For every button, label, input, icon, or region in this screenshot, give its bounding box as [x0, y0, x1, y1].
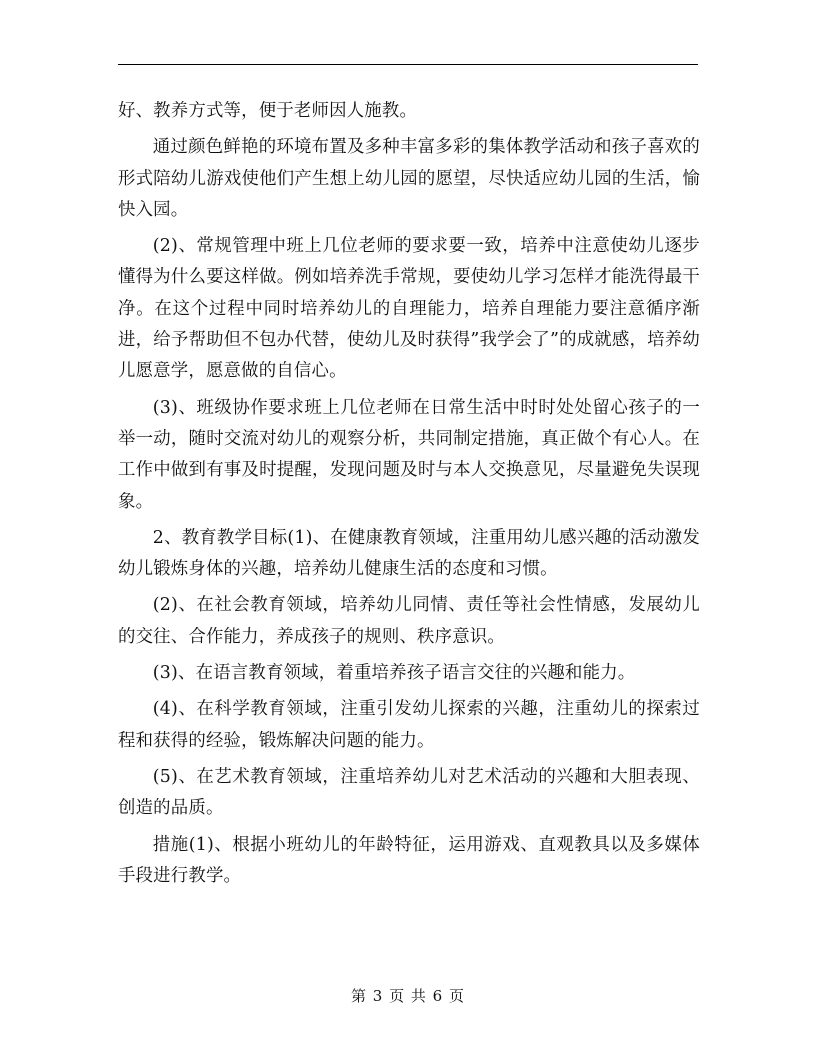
paragraph-1: 好、教养方式等，便于老师因人施教。 — [118, 101, 418, 121]
footer-total-pages: 6 — [432, 987, 444, 1005]
paragraph-4: (3)、班级协作要求班上几位老师在日常生活中时时处处留心孩子的一举一动，随时交流对幼儿的观察分析，共同制定措施，真正做个有心人。在工作中做到有事及时提醒，发现问题及时与本人交换意见，尽量避免失误现象。 — [118, 397, 700, 512]
paragraph-8: (4)、在科学教育领域，注重引发幼儿探索的兴趣，注重幼儿的探索过程和获得的经验，锻炼解决问题的能力。 — [118, 699, 700, 751]
header-rule — [118, 64, 698, 65]
paragraph-9: (5)、在艺术教育领域，注重培养幼儿对艺术活动的兴趣和大胆表现、创造的品质。 — [118, 766, 700, 819]
paragraph-2: 通过颜色鲜艳的环境布置及多种丰富多彩的集体教学活动和孩子喜欢的形式陪幼儿游戏使他们产生想上幼儿园的愿望，尽快适应幼儿园的生活，愉快入园。 — [118, 137, 700, 220]
paragraph-7: (3)、在语言教育领域，着重培养孩子语言交往的兴趣和能力。 — [152, 663, 636, 684]
paragraph-10: 措施(1)、根据小班幼儿的年龄特征，运用游戏、直观教具以及多媒体手段进行教学。 — [118, 834, 700, 886]
footer-prefix: 第 — [350, 987, 367, 1005]
footer-middle: 页 共 — [389, 987, 427, 1005]
footer-page-number: 3 — [372, 987, 384, 1005]
page-footer — [0, 985, 816, 1006]
paragraph-3: (2)、常规管理中班上几位老师的要求要一致，培养中注意使幼儿逐步懂得为什么要这样做。例如培养洗手常规，要使幼儿学习怎样才能洗得最干净。在这个过程中同时培养幼儿的自理能力，培养自理能力要注意循序渐进，给予帮助但不包办代替，使幼儿及时获得”我学会了”的成就感，培养幼儿愿意学，愿意做的自信心。 — [118, 236, 700, 382]
footer-suffix: 页 — [449, 987, 466, 1005]
document-body — [118, 96, 700, 897]
paragraph-5: 2、教育教学目标(1)、在健康教育领域，注重用幼儿感兴趣的活动激发幼儿锻炼身体的兴趣，培养幼儿健康生活的态度和习惯。 — [118, 527, 700, 580]
paragraph-6: (2)、在社会教育领域，培养幼儿同情、责任等社会性情感，发展幼儿的交往、合作能力，养成孩子的规则、秩序意识。 — [118, 595, 700, 647]
